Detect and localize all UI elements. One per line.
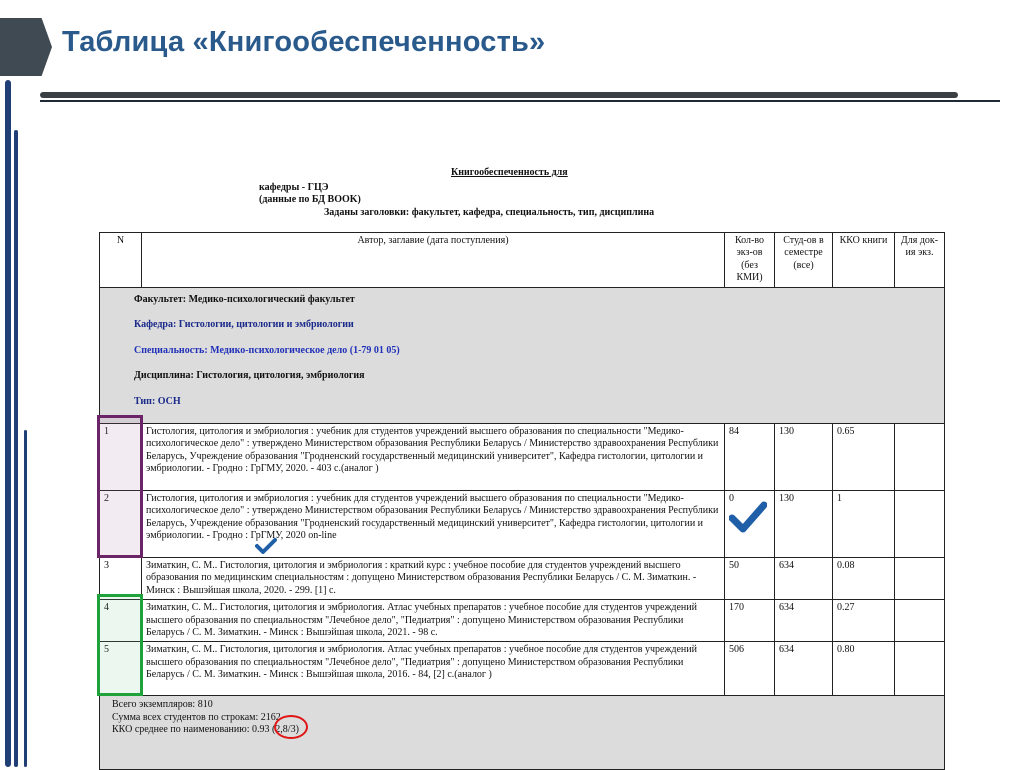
group-department: Кафедра: Гистологии, цитологии и эмбриологии	[134, 319, 354, 331]
title-tab-arrow	[0, 18, 52, 76]
table-row	[100, 424, 945, 491]
row-doc	[895, 491, 945, 558]
row-number: 2	[100, 491, 142, 558]
totals-copies: Всего экземпляров: 810	[112, 699, 213, 711]
row-kko: 1	[833, 491, 895, 558]
group-type: Тип: ОСН	[134, 395, 181, 407]
row-copies: 84	[725, 424, 775, 491]
row-copies: 50	[725, 558, 775, 600]
row-title: Гистология, цитология и эмбриология : учебник для студентов учреждений высшего образования по специальности "Медико-психологическое дело" : утверждено Министерством образования Республики Беларусь / Министерство здравоохранения Республики Беларусь, Учреждение образования "Гродненский государственный медицинский университет", Кафедра гистологии, цитологии и эмбриологии. - Гродно : ГрГМУ, 2020 on-line	[142, 491, 725, 558]
title-rule-thin	[40, 100, 1000, 102]
slide-title: Таблица «Книгообеспеченность»	[62, 26, 546, 58]
table-row	[100, 642, 945, 696]
col-header-kko: ККО книги	[833, 233, 895, 288]
row-doc	[895, 642, 945, 696]
row-copies: 170	[725, 600, 775, 642]
col-header-doc: Для док-ия экз.	[895, 233, 945, 288]
row-copies: 0	[725, 491, 775, 558]
row-number: 1	[100, 424, 142, 491]
decor-bar-middle	[14, 130, 18, 767]
col-header-n: N	[100, 233, 142, 288]
col-header-copies: Кол-во экз-ов (без КМИ)	[725, 233, 775, 288]
row-kko: 0.65	[833, 424, 895, 491]
decor-bar-right	[24, 430, 27, 767]
row-title: Зиматкин, С. М.. Гистология, цитология и эмбриология. Атлас учебных препаратов : учебное пособие для студентов учреждений высшего образования по специальностям "Лечебное дело", "Педиатрия" : допущено Министерством образования Республики Беларусь / С. М. Зиматкин. - Минск : Вышэйшая школа, 2021. - 98 с.	[142, 600, 725, 642]
row-number: 4	[100, 600, 142, 642]
checkmark-icon-small	[255, 537, 277, 555]
row-title: Гистология, цитология и эмбриология : учебник для студентов учреждений высшего образования по специальности "Медико-психологическое дело" : утверждено Министерством образования Республики Беларусь / Министерство здравоохранения Республики Беларусь, Учреждение образования "Гродненский государственный медицинский университет", Кафедра гистологии, цитологии и эмбриологии. - Гродно : ГрГМУ, 2020. - 403 с.(аналог )	[142, 424, 725, 491]
totals-students: Сумма всех студентов по строкам: 2162	[112, 711, 281, 723]
row-doc	[895, 600, 945, 642]
totals-row	[100, 696, 945, 770]
book-supply-document	[99, 132, 945, 762]
col-header-title: Автор, заглавие (дата поступления)	[142, 233, 725, 288]
row-number: 3	[100, 558, 142, 600]
row-students: 634	[775, 600, 833, 642]
row-doc	[895, 558, 945, 600]
table-row	[100, 600, 945, 642]
row-students: 130	[775, 424, 833, 491]
kko-average-circle	[274, 715, 308, 739]
row-kko: 0.80	[833, 642, 895, 696]
group-faculty: Факультет: Медико-психологический факультет	[134, 294, 355, 305]
row-copies: 506	[725, 642, 775, 696]
doc-department: кафедры - ГЦЭ	[259, 182, 329, 193]
table-row	[100, 558, 945, 600]
row-students: 634	[775, 642, 833, 696]
row-number: 5	[100, 642, 142, 696]
col-header-students: Студ-ов в семестре (все)	[775, 233, 833, 288]
group-row	[100, 288, 945, 424]
title-rule	[40, 92, 958, 98]
table-header-row	[100, 233, 945, 288]
highlight-box-rows-4-5	[97, 594, 143, 696]
row-students: 634	[775, 558, 833, 600]
doc-heading: Книгообеспеченность для	[451, 167, 568, 178]
group-specialty: Специальность: Медико-психологическое дело (1-79 01 05)	[134, 344, 400, 356]
totals-kko: ККО среднее по наименованию: 0.93 (2,8/3)	[112, 724, 299, 736]
row-kko: 0.08	[833, 558, 895, 600]
doc-headers-line: Заданы заголовки: факультет, кафедра, специальность, тип, дисциплина	[324, 207, 655, 218]
group-discipline: Дисциплина: Гистология, цитология, эмбриология	[134, 370, 365, 382]
row-title: Зиматкин, С. М.. Гистология, цитология и эмбриология : краткий курс : учебное пособие для студентов учреждений высшего образования по медицинским специальностям : допущено Министерством образования Республики Беларусь / С. М. Зиматкин. - Минск : Вышэйшая школа, 2020. - 299. [1] с.	[142, 558, 725, 600]
checkmark-icon-large	[729, 500, 767, 534]
row-kko: 0.27	[833, 600, 895, 642]
highlight-box-rows-1-2	[97, 415, 143, 558]
row-title: Зиматкин, С. М.. Гистология, цитология и эмбриология. Атлас учебных препаратов : учебное пособие для студентов учреждений высшего образования по специальностям "Лечебное дело", "Педиатрия" : допущено Министерством образования Республики Беларусь / С. М. Зиматкин. - Минск : Вышэйшая школа, 2016. - 84, [2] с.(аналог )	[142, 642, 725, 696]
row-doc	[895, 424, 945, 491]
row-students: 130	[775, 491, 833, 558]
doc-source: (данные по БД BOOK)	[259, 194, 361, 205]
table-row	[100, 491, 945, 558]
book-supply-table	[99, 232, 945, 770]
decor-bar-left	[5, 80, 11, 767]
